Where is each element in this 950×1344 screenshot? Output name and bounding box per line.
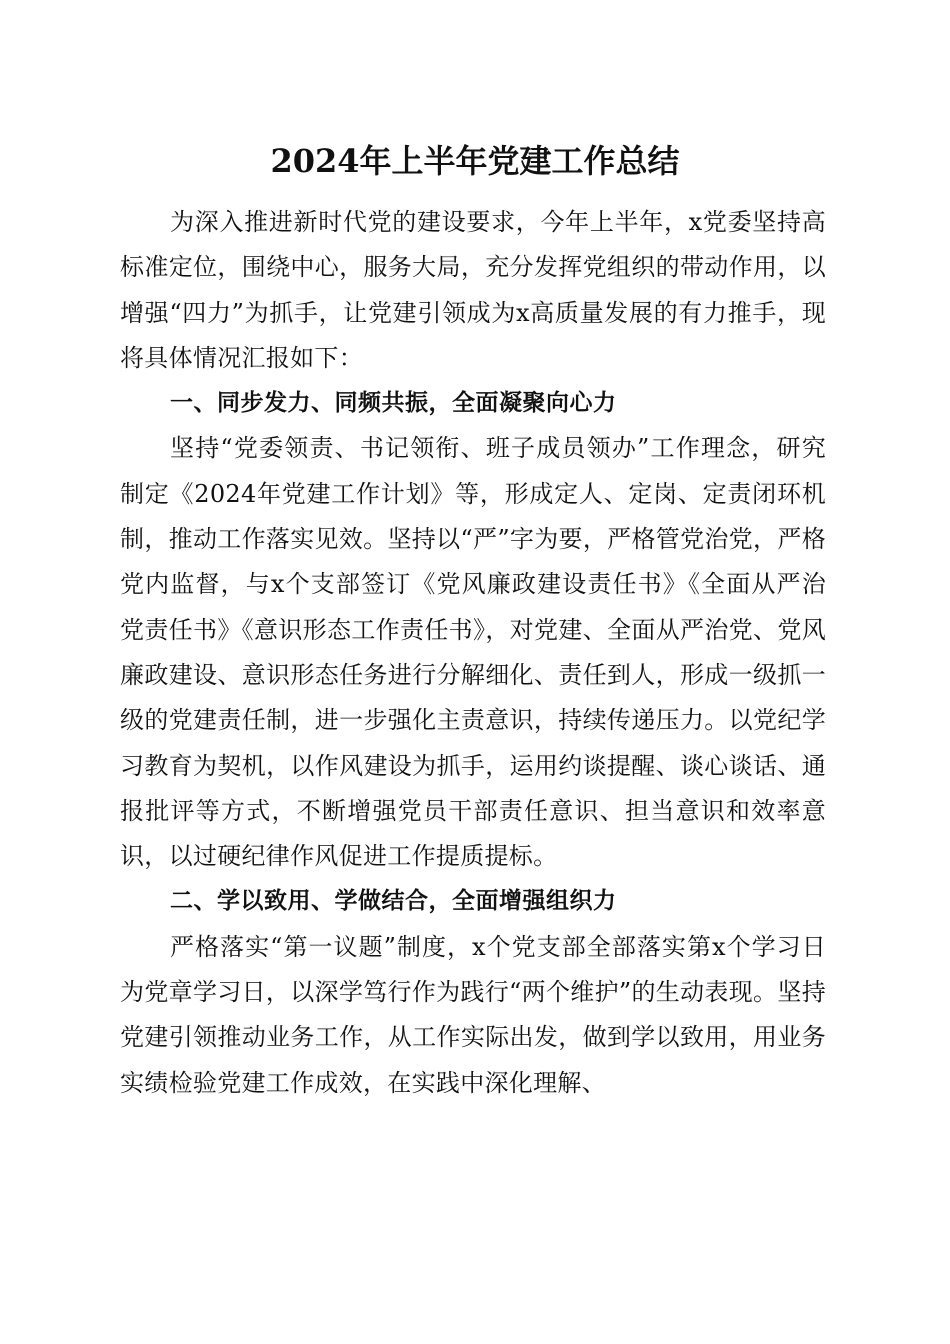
document-body: [120, 200, 826, 1106]
intro-paragraph: 为深入推进新时代党的建设要求，今年上半年，x党委坚持高标准定位，围绕中心，服务大局，充分发挥党组织的带动作用，以增强“四力”为抓手，让党建引领成为x高质量发展的有力推手，现将具体情况汇报如下：: [120, 208, 826, 372]
section-1-heading: 一、同步发力、同频共振，全面凝聚向心力: [170, 390, 617, 417]
section-2-paragraph: 严格落实“第一议题”制度，x个党支部全部落实第x个学习日为党章学习日，以深学笃行作为践行“两个维护”的生动表现。坚持党建引领推动业务工作，从工作实际出发，做到学以致用，用业务实绩检验党建工作成效，在实践中深化理解、: [120, 932, 826, 1097]
document-title: 2024年上半年党建工作总结: [270, 142, 680, 180]
section-1-paragraph: 坚持“党委领责、书记领衔、班子成员领办”工作理念，研究制定《2024年党建工作计划》等，形成定人、定岗、定责闭环机制，推动工作落实见效。坚持以“严”字为要，严格管党治党，严格党内监督，与x个支部签订《党风廉政建设责任书》《全面从严治党责任书》《意识形态工作责任书》，对党建、全面从严治党、党风廉政建设、意识形态任务进行分解细化、责任到人，形成一级抓一级的党建责任制，进一步强化主责意识，持续传递压力。以党纪学习教育为契机，以作风建设为抓手，运用约谈提醒、谈心谈话、通报批评等方式，不断增强党员干部责任意识、担当意识和效率意识，以过硬纪律作风促进工作提质提标。: [120, 434, 826, 871]
section-2-heading: 二、学以致用、学做结合，全面增强组织力: [170, 888, 617, 915]
